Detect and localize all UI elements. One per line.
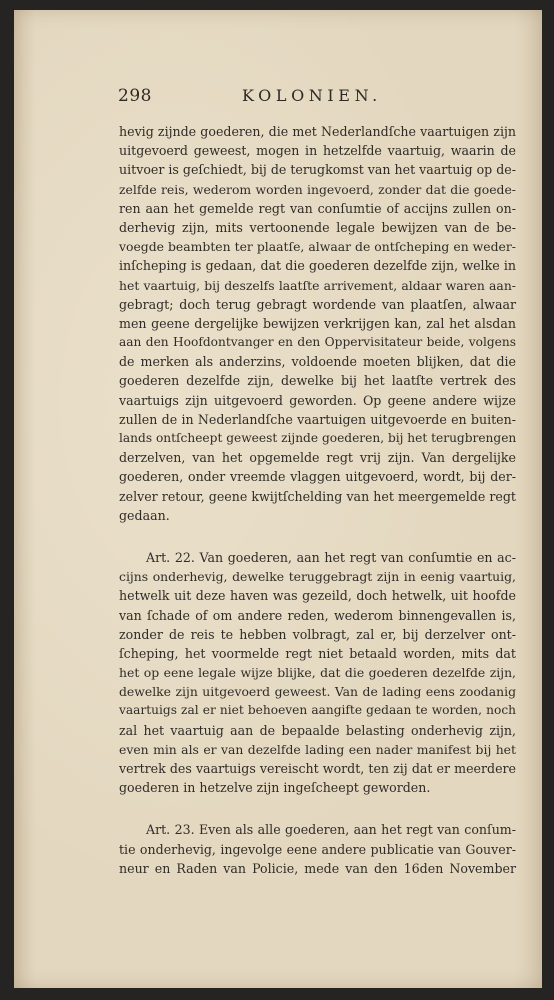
text-line: tie onderhevig, ingevolge eene andere publicatie van Gouver- xyxy=(119,841,516,857)
text-line: vaartuigs zijn uitgevoerd geworden. Op geene andere wijze xyxy=(119,392,516,408)
text-line: neur en Raden van Policie, mede van den 16den November xyxy=(119,860,516,876)
text-line: derzelven, van het opgemelde regt vrij zijn. Van dergelijke xyxy=(119,450,516,466)
text-line: ſcheping, het voormelde regt niet betaald worden, mits dat xyxy=(119,645,516,661)
text-line: van ſchade of om andere reden, wederom binnengevallen is, xyxy=(119,607,516,623)
text-line: Art. 22. Van goederen, aan het regt van conſumtie en ac- xyxy=(146,549,516,565)
text-line: dewelke zijn uitgevoerd geweest. Van de lading eens zoodanig xyxy=(119,684,516,700)
text-line: ren aan het gemelde regt van conſumtie of accijns zullen on- xyxy=(119,200,516,216)
text-line: goederen in hetzelve zijn ingeſcheept geworden. xyxy=(119,780,431,796)
text-line: zonder de reis te hebben volbragt, zal er, bij derzelver ont- xyxy=(119,626,516,642)
text-line: zelfde reis, wederom worden ingevoerd, zonder dat die goede- xyxy=(119,181,516,197)
text-line: vertrek des vaartuigs vereischt wordt, ten zij dat er meerdere xyxy=(119,761,516,776)
paragraph-art-22 xyxy=(119,548,516,797)
paragraph-1 xyxy=(119,122,516,525)
page-header xyxy=(14,84,542,108)
book-page xyxy=(14,10,542,988)
text-line: gedaan. xyxy=(119,507,170,523)
text-line: derhevig zijn, mits vertoonende legale bewijzen van de be- xyxy=(119,219,516,235)
page-number: 298 xyxy=(118,86,152,106)
text-line: het vaartuig, bij deszelfs laatſte arrivement, aldaar waren aan- xyxy=(119,277,516,293)
paragraph-gap xyxy=(119,797,516,820)
text-line: cijns onderhevig, dewelke teruggebragt zijn in eenig vaartuig, xyxy=(119,569,516,585)
text-line: Art. 23. Even als alle goederen, aan het regt van conſum- xyxy=(146,822,516,838)
text-line: even min als er van dezelfde lading een nader manifest bij het xyxy=(119,741,516,757)
text-line: gebragt; doch terug gebragt wordende van plaatſen, alwaar xyxy=(119,296,516,312)
text-line: uitgevoerd geweest, mogen in hetzelfde vaartuig, waarin de xyxy=(119,143,516,159)
text-line: inſcheping is gedaan, dat die goederen dezelfde zijn, welke in xyxy=(119,258,516,274)
text-line: goederen dezelfde zijn, dewelke bij het laatſte vertrek des xyxy=(119,373,516,389)
text-line: voegde beambten ter plaatſe, alwaar de ontſcheping en weder- xyxy=(119,239,516,255)
text-line: hevig zijnde goederen, die met Nederlandſche vaartuigen zijn xyxy=(119,124,516,139)
text-line: uitvoer is geſchiedt, bij de terugkomst van het vaartuig op de- xyxy=(119,162,516,178)
text-line: zelver retour, geene kwijtſchelding van het meergemelde regt xyxy=(119,488,516,504)
text-line: men geene dergelijke bewijzen verkrijgen kan, zal het alsdan xyxy=(119,315,516,331)
text-line: goederen, onder vreemde vlaggen uitgevoerd, wordt, bij der- xyxy=(119,469,516,485)
text-line: hetwelk uit deze haven was gezeild, doch hetwelk, uit hoofde xyxy=(119,588,516,604)
body-text xyxy=(119,122,516,878)
running-head: KOLONIEN. xyxy=(242,86,382,105)
text-line: zal het vaartuig aan de bepaalde belasting onderhevig zijn, xyxy=(119,722,516,738)
paragraph-art-23 xyxy=(119,820,516,878)
text-line: vaartuigs zal er niet behoeven aangifte gedaan te worden, noch xyxy=(119,703,516,718)
paragraph-gap xyxy=(119,525,516,548)
text-line: de merken als anderzins, voldoende moeten blijken, dat die xyxy=(119,354,516,370)
text-line: lands ontſcheept geweest zijnde goederen, bij het terugbrengen xyxy=(119,431,517,445)
text-line: zullen de in Nederlandſche vaartuigen uitgevoerde en buiten- xyxy=(119,411,516,427)
text-line: aan den Hoofdontvanger en den Oppervisitateur beide, volgens xyxy=(119,335,516,350)
text-line: het op eene legale wijze blijke, dat die goederen dezelfde zijn, xyxy=(119,665,516,681)
